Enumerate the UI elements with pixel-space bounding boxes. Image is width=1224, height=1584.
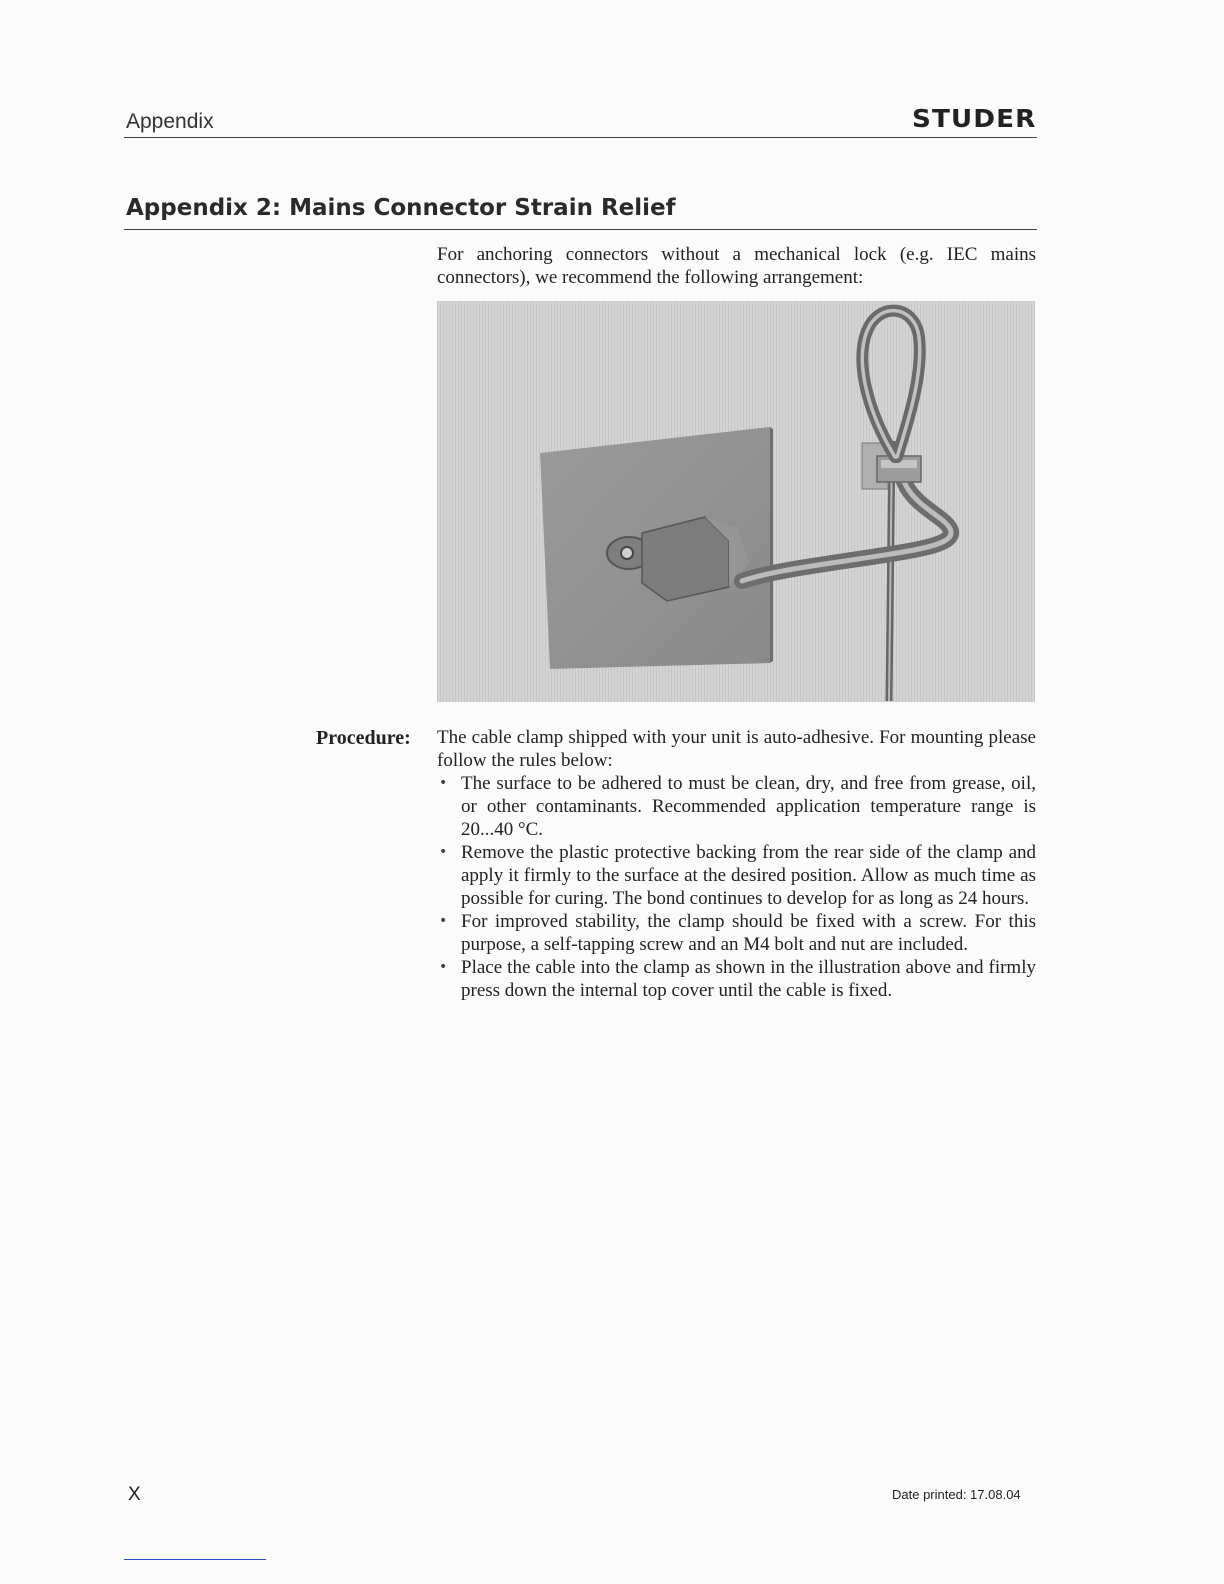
list-item-text: For improved stability, the clamp should be fixed with a screw. For this purpose, a self-tapping screw and an M4 bolt and nut are included. xyxy=(461,911,1036,955)
section-title: Appendix 2: Mains Connector Strain Relief xyxy=(126,195,676,221)
procedure-label: Procedure: xyxy=(316,727,411,749)
list-item xyxy=(437,910,1036,956)
strain-relief-illustration xyxy=(437,301,1035,702)
procedure-steps-list xyxy=(437,772,1036,1002)
procedure-intro: The cable clamp shipped with your unit is auto-adhesive. For mounting please follow the rules below: xyxy=(437,727,1036,771)
bullet-icon: • xyxy=(439,913,448,929)
header-section-label: Appendix xyxy=(126,110,214,133)
footer-rule xyxy=(124,1559,266,1560)
studer-logo: STUDER xyxy=(912,104,1037,133)
list-item xyxy=(437,772,1036,841)
bullet-icon: • xyxy=(439,844,448,860)
list-item-text: The surface to be adhered to must be clean, dry, and free from grease, oil, or other contaminants. Recommended application temperature range is 20...40 °C. xyxy=(461,773,1036,840)
title-rule xyxy=(124,229,1037,230)
page-number: X xyxy=(128,1484,141,1505)
list-item-text: Remove the plastic protective backing from the rear side of the clamp and apply it firmly to the surface at the desired position. Allow as much time as possible for curing. The bond continues to develop for as long as 24 hours. xyxy=(461,842,1036,909)
bullet-icon: • xyxy=(439,775,448,791)
bullet-icon: • xyxy=(439,959,448,975)
list-item xyxy=(437,956,1036,1002)
header-rule xyxy=(124,137,1037,138)
print-date: Date printed: 17.08.04 xyxy=(892,1487,1021,1502)
list-item xyxy=(437,841,1036,910)
list-item-text: Place the cable into the clamp as shown in the illustration above and firmly press down the internal top cover until the cable is fixed. xyxy=(461,957,1036,1001)
intro-paragraph: For anchoring connectors without a mechanical lock (e.g. IEC mains connectors), we recommend the following arrangement: xyxy=(437,244,1036,288)
